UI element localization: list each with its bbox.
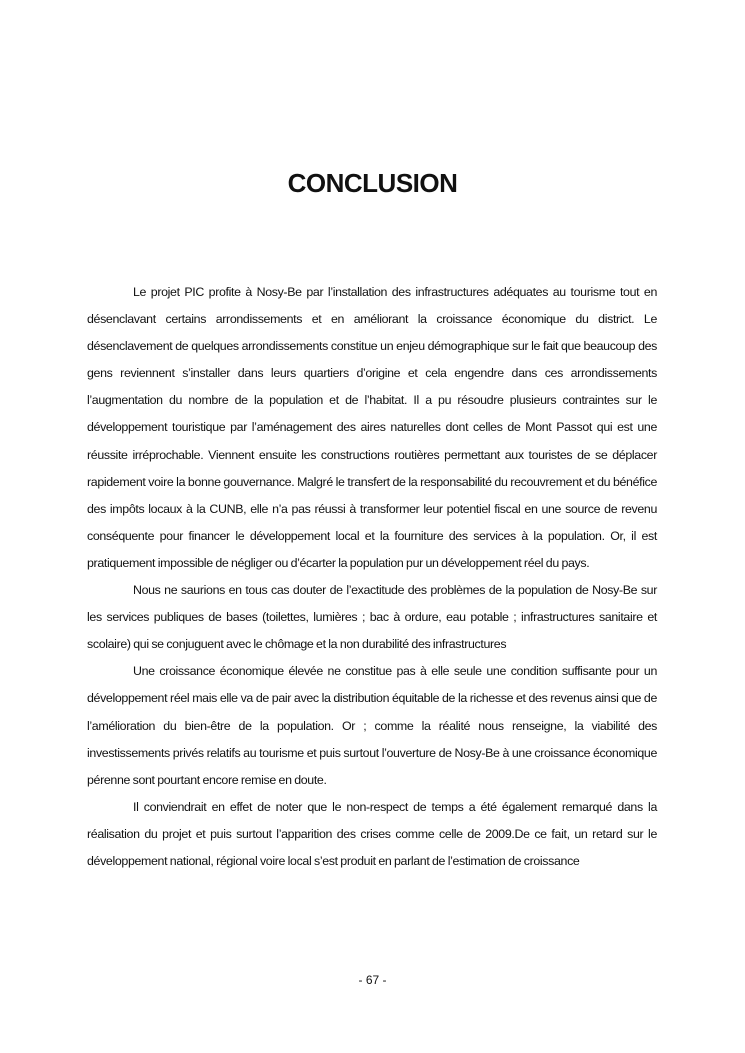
body-text	[87, 279, 657, 875]
page-number: - 67 -	[358, 973, 387, 987]
paragraph-1: Le projet PIC profite à Nosy-Be par l’installation des infrastructures adéquates au tourisme tout en désenclavant certains arrondissements et en améliorant la croissance économique du district. Le désenclavement de quelques arrondissements constitue un enjeu démographique sur le fait que beaucoup des gens reviennent s’installer dans leurs quartiers d’origine et cela engendre dans ces arrondissements l’augmentation du nombre de la population et de l’habitat. Il a pu résoudre plusieurs contraintes sur le développement touristique par l’aménagement des aires naturelles dont celles de Mont Passot qui est une réussite irréprochable. Viennent ensuite les constructions routières permettant aux touristes de se déplacer rapidement voire la bonne gouvernance. Malgré le transfert de la responsabilité du recouvrement et du bénéfice des impôts locaux à la CUNB, elle n’a pas réussi à transformer leur potentiel fiscal en une source de revenu conséquente pour financer le développement local et la fourniture des services à la population. Or, il est pratiquement impossible de négliger ou d’écarter la population pur un développement réel du pays.	[87, 285, 657, 570]
paragraph-4: Il conviendrait en effet de noter que le non-respect de temps a été également remarqué dans la réalisation du projet et puis surtout l’apparition des crises comme celle de 2009.De ce fait, un retard sur le développement national, régional voire local s’est produit en parlant de l’estimation de croissance	[87, 799, 657, 868]
paragraph-2: Nous ne saurions en tous cas douter de l’exactitude des problèmes de la population de Nosy-Be sur les services publiques de bases (toilettes, lumières ; bac à ordure, eau potable ; infrastructures sanitaire et scolaire) qui se conjuguent avec le chômage et la non durabilité des infrastructures	[87, 583, 657, 652]
page-title: CONCLUSION	[287, 168, 458, 198]
paragraph-3: Une croissance économique élevée ne constitue pas à elle seule une condition suffisante pour un développement réel mais elle va de pair avec la distribution équitable de la richesse et des revenus ainsi que de l’amélioration du bien-être de la population. Or ; comme la réalité nous renseigne, la viabilité des investissements privés relatifs au tourisme et puis surtout l’ouverture de Nosy-Be à une croissance économique pérenne sont pourtant encore remise en doute.	[87, 664, 657, 787]
